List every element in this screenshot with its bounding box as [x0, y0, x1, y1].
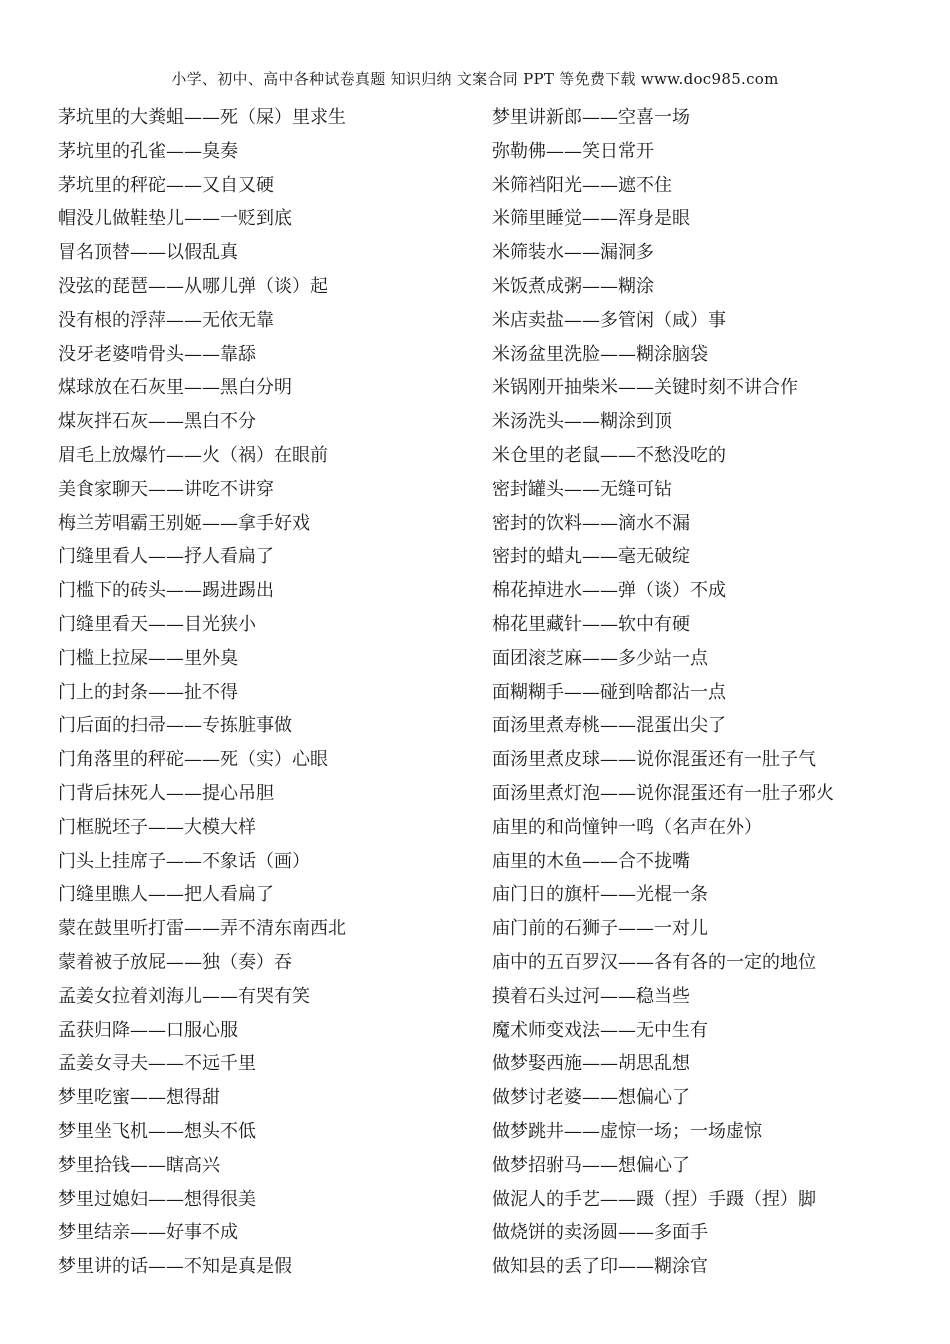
list-item: 帽没儿做鞋垫儿——一贬到底 [58, 208, 292, 230]
list-item: 庙门日的旗杆——光棍一条 [492, 884, 708, 906]
list-item: 米锅刚开抽柴米——关键时刻不讲合作 [492, 377, 798, 399]
list-item: 棉花掉进水——弹（谈）不成 [492, 580, 726, 602]
list-item: 面团滚芝麻——多少站一点 [492, 647, 708, 669]
list-item: 米仓里的老鼠——不愁没吃的 [492, 444, 726, 466]
list-item: 做烧饼的卖汤圆——多面手 [492, 1222, 708, 1244]
list-item: 面糊糊手——碰到啥都沾一点 [492, 681, 726, 703]
list-item: 茅坑里的孔雀——臭奏 [58, 140, 238, 162]
list-item: 米店卖盐——多管闲（咸）事 [492, 309, 726, 331]
list-item: 眉毛上放爆竹——火（祸）在眼前 [58, 444, 328, 466]
list-item: 没牙老婆啃骨头——靠舔 [58, 343, 256, 365]
list-item: 梦里讲新郎——空喜一场 [492, 107, 690, 128]
list-item: 庙里的木鱼——合不拢嘴 [492, 850, 690, 872]
list-item: 做梦招驸马——想偏心了 [492, 1154, 690, 1176]
list-item: 美食家聊天——讲吃不讲穿 [58, 478, 274, 500]
list-item: 孟获归降——口服心服 [58, 1019, 238, 1041]
list-item: 棉花里藏针——软中有硬 [492, 613, 690, 635]
left-column [58, 101, 478, 1284]
list-item: 密封罐头——无缝可钻 [492, 478, 672, 500]
list-item: 弥勒佛——笑日常开 [492, 140, 654, 162]
list-item: 孟姜女拉着刘海儿——有哭有笑 [58, 985, 310, 1007]
list-item: 庙中的五百罗汉——各有各的一定的地位 [492, 951, 816, 973]
list-item: 米筛里睡觉——浑身是眼 [492, 208, 690, 230]
list-item: 米筛装水——漏洞多 [492, 242, 654, 264]
list-item: 门框脱坯子——大模大样 [58, 816, 256, 838]
page-header: 小学、初中、高中各种试卷真题 知识归纳 文案合同 PPT 等免费下载 www.doc985.com [171, 70, 779, 88]
list-item: 茅坑里的大粪蛆——死（屎）里求生 [58, 107, 346, 128]
list-item: 门上的封条——扯不得 [58, 681, 238, 703]
list-item: 门后面的扫帚——专拣脏事做 [58, 715, 292, 737]
list-item: 米汤盆里洗脸——糊涂脑袋 [492, 343, 708, 365]
list-item: 米汤洗头——糊涂到顶 [492, 411, 672, 433]
list-item: 门缝里看天——目光狭小 [58, 613, 256, 635]
list-item: 面汤里煮灯泡——说你混蛋还有一肚子邪火 [492, 782, 834, 804]
list-item: 蒙着被子放屁——独（奏）吞 [58, 951, 292, 973]
list-item: 密封的蜡丸——毫无破绽 [492, 546, 690, 568]
list-item: 没有根的浮萍——无依无靠 [58, 309, 274, 331]
list-item: 摸着石头过河——稳当些 [492, 985, 690, 1007]
list-item: 蒙在鼓里听打雷——弄不清东南西北 [58, 918, 346, 940]
list-item: 门缝里瞧人——把人看扁了 [58, 884, 274, 906]
list-item: 门背后抹死人——提心吊胆 [58, 782, 274, 804]
list-item: 门槛下的砖头——踢进踢出 [58, 580, 274, 602]
list-item: 做梦跳井——虚惊一场；一场虚惊 [492, 1120, 762, 1142]
list-item: 梦里结亲——好事不成 [58, 1222, 238, 1244]
list-item: 庙门前的石狮子——一对儿 [492, 918, 708, 940]
list-item: 面汤里煮寿桃——混蛋出尖了 [492, 715, 726, 737]
list-item: 门槛上拉屎——里外臭 [58, 647, 238, 669]
list-item: 孟姜女寻夫——不远千里 [58, 1053, 256, 1075]
right-column [492, 101, 932, 1284]
list-item: 梦里讲的话——不知是真是假 [58, 1256, 292, 1278]
list-item: 门角落里的秤砣——死（实）心眼 [58, 749, 328, 771]
list-item: 冒名顶替——以假乱真 [58, 242, 238, 264]
list-item: 做梦娶西施——胡思乱想 [492, 1053, 690, 1075]
list-item: 梦里吃蜜——想得甜 [58, 1087, 220, 1109]
list-item: 米筛裆阳光——遮不住 [492, 174, 672, 196]
list-item: 没弦的琵琶——从哪儿弹（谈）起 [58, 275, 328, 297]
list-item: 茅坑里的秤砣——又自又硬 [58, 174, 274, 196]
list-item: 门缝里看人——抒人看扁了 [58, 546, 274, 568]
list-item: 梦里坐飞机——想头不低 [58, 1120, 256, 1142]
list-item: 梦里过媳妇——想得很美 [58, 1188, 256, 1210]
list-item: 庙里的和尚憧钟一鸣（名声在外） [492, 816, 762, 838]
list-item: 米饭煮成粥——糊涂 [492, 275, 654, 297]
list-item: 梦里拾钱——瞎高兴 [58, 1154, 220, 1176]
list-item: 做泥人的手艺——蹑（捏）手蹑（捏）脚 [492, 1188, 816, 1210]
list-item: 门头上挂席子——不象话（画） [58, 850, 310, 872]
list-item: 魔术师变戏法——无中生有 [492, 1019, 708, 1041]
list-item: 面汤里煮皮球——说你混蛋还有一肚子气 [492, 749, 816, 771]
list-item: 做梦讨老婆——想偏心了 [492, 1087, 690, 1109]
list-item: 梅兰芳唱霸王别姬——拿手好戏 [58, 512, 310, 534]
list-item: 做知县的丢了印——糊涂官 [492, 1256, 708, 1278]
list-item: 煤球放在石灰里——黑白分明 [58, 377, 292, 399]
list-item: 密封的饮料——滴水不漏 [492, 512, 690, 534]
list-item: 煤灰拌石灰——黑白不分 [58, 411, 256, 433]
